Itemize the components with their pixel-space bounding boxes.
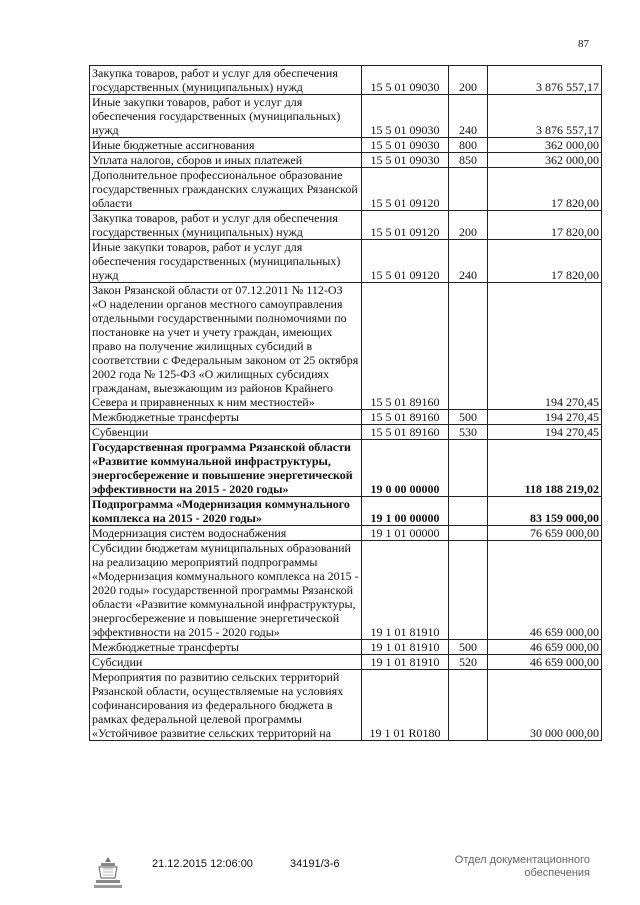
- row-expense-type: 240: [449, 240, 488, 283]
- row-sum: 194 270,45: [488, 425, 602, 440]
- row-name: Иные бюджетные ассигнования: [90, 138, 362, 153]
- table-row: [90, 440, 602, 497]
- row-code: 15 5 01 09120: [362, 211, 449, 240]
- row-sum: 362 000,00: [488, 138, 602, 153]
- row-name: Субвенции: [90, 425, 362, 440]
- row-code: 19 1 01 R0180: [362, 670, 449, 741]
- row-name: Закупка товаров, работ и услуг для обеспечения государственных (муниципальных) нужд: [90, 66, 362, 95]
- table-row: [90, 410, 602, 425]
- row-name: Мероприятия по развитию сельских территорий Рязанской области, осуществляемые на условиях софинансирования из федерального бюджета в рамках федеральной целевой программы «Устойчивое развитие сельских территорий на: [90, 670, 362, 741]
- row-name: Иные закупки товаров, работ и услуг для обеспечения государственных (муниципальных) нужд: [90, 95, 362, 138]
- row-expense-type: 240: [449, 95, 488, 138]
- row-name: Закон Рязанской области от 07.12.2011 № 112-ОЗ «О наделении органов местного самоуправления отдельными государственными полномочиями по постановке на учет и учету граждан, имеющих право на получение жилищных субсидий в соответствии с Федеральным законом от 25 октября 2002 года № 125-ФЗ «О жилищных субсидиях гражданам, выезжающим из районов Крайнего Севера и приравненных к ним местностей»: [90, 283, 362, 410]
- department-stamp: [440, 854, 590, 880]
- row-expense-type: [449, 526, 488, 541]
- row-code: 15 5 01 89160: [362, 283, 449, 410]
- row-name: Государственная программа Рязанской области «Развитие коммунальной инфраструктуры, энергосбережение и повышение энергетической эффективности на 2015 - 2020 годы»: [90, 440, 362, 497]
- row-expense-type: [449, 541, 488, 640]
- row-sum: 194 270,45: [488, 410, 602, 425]
- row-name: Модернизация систем водоснабжения: [90, 526, 362, 541]
- row-expense-type: 530: [449, 425, 488, 440]
- row-code: 15 5 01 09120: [362, 240, 449, 283]
- row-name: Уплата налогов, сборов и иных платежей: [90, 153, 362, 168]
- table-row: [90, 138, 602, 153]
- row-expense-type: 500: [449, 640, 488, 655]
- row-expense-type: [449, 497, 488, 526]
- table-row: [90, 497, 602, 526]
- row-code: 19 1 01 81910: [362, 640, 449, 655]
- table-row: [90, 283, 602, 410]
- row-code: 15 5 01 89160: [362, 425, 449, 440]
- row-sum: 3 876 557,17: [488, 66, 602, 95]
- table-row: [90, 655, 602, 670]
- row-code: 15 5 01 09030: [362, 153, 449, 168]
- row-code: 19 1 01 81910: [362, 655, 449, 670]
- row-sum: 46 659 000,00: [488, 541, 602, 640]
- row-code: 19 1 01 00000: [362, 526, 449, 541]
- table-row: [90, 168, 602, 211]
- table-row: [90, 66, 602, 95]
- row-code: 15 5 01 09030: [362, 95, 449, 138]
- stamp-line-1: Отдел документационного: [454, 854, 590, 866]
- emblem-seal-icon: [92, 854, 124, 890]
- table-row: [90, 640, 602, 655]
- row-name: Субсидии бюджетам муниципальных образований на реализацию мероприятий подпрограммы «Модернизация коммунального комплекса на 2015 - 2020 годы» государственной программы Рязанской области «Развитие коммунальной инфраструктуры, энергосбережение и повышение энергетической эффективности на 2015 - 2020 годы»: [90, 541, 362, 640]
- row-expense-type: 800: [449, 138, 488, 153]
- footer-document-number: 34191/3-6: [290, 858, 340, 870]
- row-name: Субсидии: [90, 655, 362, 670]
- table-row: [90, 153, 602, 168]
- row-sum: 17 820,00: [488, 168, 602, 211]
- table-row: [90, 670, 602, 741]
- row-expense-type: 500: [449, 410, 488, 425]
- row-name: Подпрограмма «Модернизация коммунального комплекса на 2015 - 2020 годы»: [90, 497, 362, 526]
- page-footer: [0, 852, 640, 892]
- row-name: Межбюджетные трансферты: [90, 410, 362, 425]
- row-expense-type: 200: [449, 66, 488, 95]
- row-sum: 46 659 000,00: [488, 655, 602, 670]
- row-expense-type: [449, 670, 488, 741]
- budget-table: [89, 65, 602, 741]
- row-code: 15 5 01 09120: [362, 168, 449, 211]
- row-name: Межбюджетные трансферты: [90, 640, 362, 655]
- row-sum: 17 820,00: [488, 211, 602, 240]
- row-sum: 118 188 219,02: [488, 440, 602, 497]
- row-expense-type: 850: [449, 153, 488, 168]
- row-sum: 76 659 000,00: [488, 526, 602, 541]
- budget-table-body: [90, 66, 602, 741]
- footer-datetime: 21.12.2015 12:06:00: [152, 858, 253, 870]
- row-sum: 17 820,00: [488, 240, 602, 283]
- row-code: 19 1 01 81910: [362, 541, 449, 640]
- row-name: Иные закупки товаров, работ и услуг для обеспечения государственных (муниципальных) нужд: [90, 240, 362, 283]
- row-sum: 83 159 000,00: [488, 497, 602, 526]
- table-row: [90, 541, 602, 640]
- table-row: [90, 95, 602, 138]
- row-expense-type: [449, 168, 488, 211]
- row-name: Дополнительное профессиональное образование государственных гражданских служащих Рязанской области: [90, 168, 362, 211]
- row-expense-type: 200: [449, 211, 488, 240]
- row-expense-type: [449, 283, 488, 410]
- row-code: 19 0 00 00000: [362, 440, 449, 497]
- row-sum: 46 659 000,00: [488, 640, 602, 655]
- row-sum: 362 000,00: [488, 153, 602, 168]
- table-row: [90, 526, 602, 541]
- row-expense-type: 520: [449, 655, 488, 670]
- page-number: 87: [578, 38, 589, 50]
- row-code: 15 5 01 09030: [362, 66, 449, 95]
- row-expense-type: [449, 440, 488, 497]
- row-sum: 30 000 000,00: [488, 670, 602, 741]
- table-row: [90, 211, 602, 240]
- table-row: [90, 425, 602, 440]
- row-code: 19 1 00 00000: [362, 497, 449, 526]
- row-code: 15 5 01 89160: [362, 410, 449, 425]
- row-code: 15 5 01 09030: [362, 138, 449, 153]
- stamp-line-2: обеспечения: [524, 867, 590, 879]
- row-sum: 3 876 557,17: [488, 95, 602, 138]
- table-row: [90, 240, 602, 283]
- row-name: Закупка товаров, работ и услуг для обеспечения государственных (муниципальных) нужд: [90, 211, 362, 240]
- row-sum: 194 270,45: [488, 283, 602, 410]
